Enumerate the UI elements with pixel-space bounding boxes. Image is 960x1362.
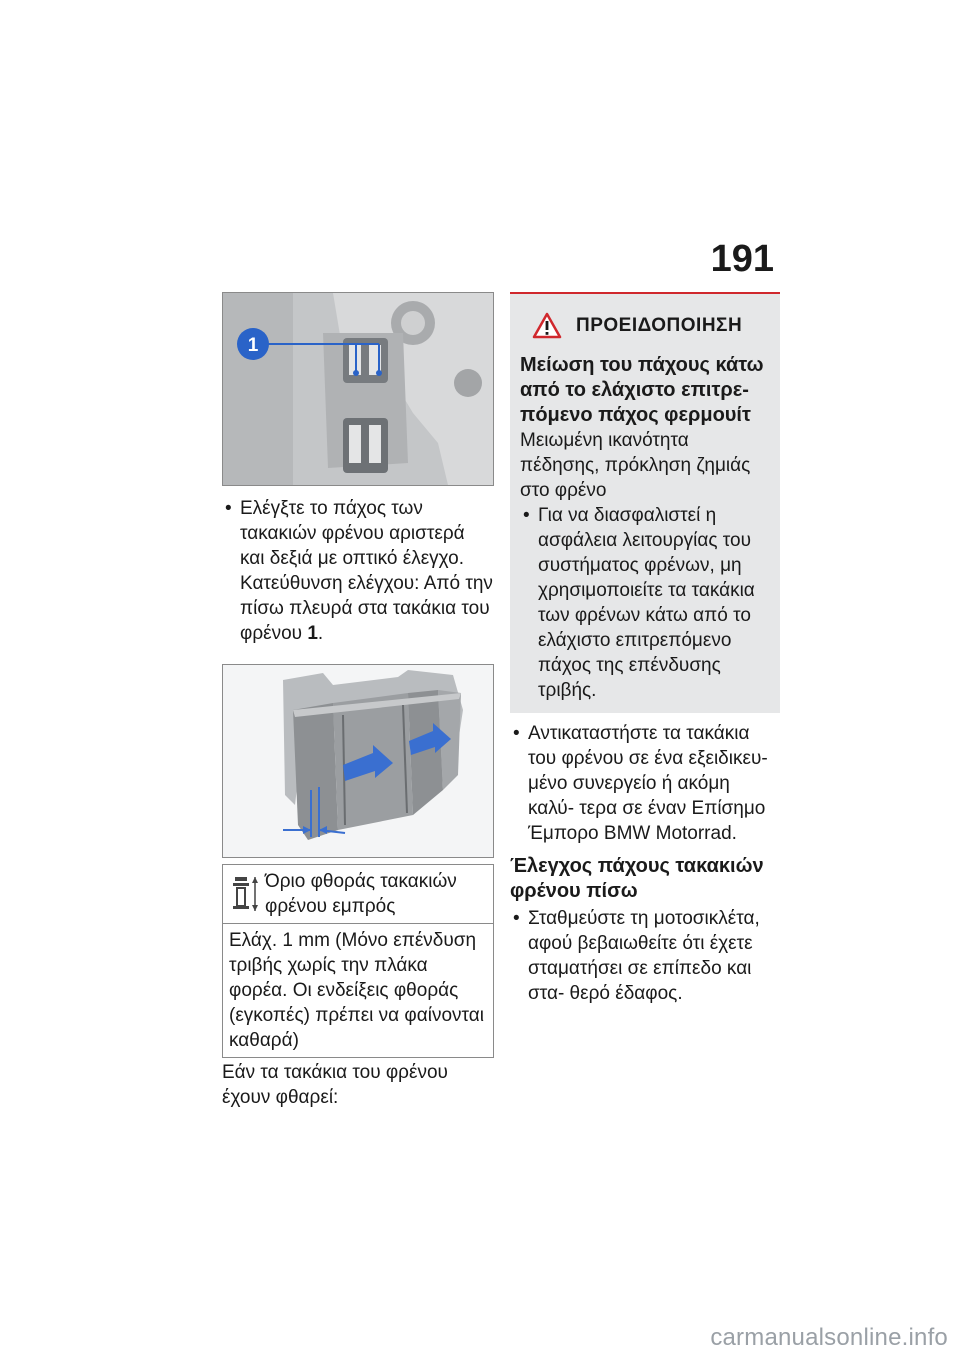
warning-title: ΠΡΟΕΙΔΟΠΟΙΗΣΗ: [576, 314, 743, 336]
warning-heading: Μείωση του πάχους κάτω από το ελάχιστο επιτρε- πόμενο πάχος φερμουίτ: [520, 354, 764, 426]
callout-number: 1: [247, 335, 259, 356]
park-motorcycle-bullet: • Σταθμεύστε τη μοτοσικλέτα, αφού βεβαιωθείτε ότι έχετε σταματήσει σε επίπεδο και στα- θερό έδαφος.: [510, 906, 780, 1006]
brake-caliper-illustration: [223, 293, 493, 485]
warning-box: [510, 292, 780, 713]
right-column: [510, 292, 780, 1006]
warning-header: [532, 312, 770, 339]
page-number: 191: [710, 238, 774, 280]
check-thickness-bullet: [222, 496, 494, 646]
brake-caliper-photo: [222, 292, 494, 486]
bullet-text: Ελέγξτε το πάχος των τακακιών φρένου αριστερά και δεξιά με οπτικό έλεγχο. Κατεύθυνση ελέγχου: Από την πίσω πλευρά στα τακάκια του φρένου: [240, 498, 493, 644]
warning-bullet: • Για να διασφαλιστεί η ασφάλεια λειτουργίας του συστήματος φρένων, μη χρησιμοποιείτε τα τακάκια των φρένων κάτω από το ελάχιστο επιτρεπόμενο πάχος της επένδυσης τριβής.: [520, 503, 770, 703]
warning-text: Μειωμένη ικανότητα πέδησης, πρόκληση ζημιάς στο φρένο: [520, 430, 751, 501]
wear-limit-title: Όριο φθοράς τακακιών φρένου εμπρός: [265, 871, 457, 917]
rear-pads-section-heading: Έλεγχος πάχους τακακιών φρένου πίσω: [510, 855, 764, 902]
wear-limit-table-header: [223, 865, 493, 924]
wear-limit-value: Ελάχ. 1 mm (Μόνο επένδυση τριβής χωρίς την πλάκα φορέα. Οι ενδείξεις φθοράς (εγκοπές) πρέπει να φαίνονται καθαρά): [229, 930, 484, 1051]
left-column: [222, 292, 494, 1110]
caliper-gauge-icon: [223, 865, 265, 923]
bullet-period: .: [317, 623, 324, 644]
wear-limit-table: [222, 864, 494, 1058]
worn-pads-text: Εάν τα τακάκια του φρένου έχουν φθαρεί:: [222, 1062, 448, 1108]
bullet-ref-number: 1: [307, 623, 318, 644]
brake-pad-illustration: [222, 664, 494, 858]
replace-pads-bullet: • Αντικαταστήστε τα τακάκια του φρένου σε ένα εξειδικευ- μένο συνεργείο ή ακόμη καλύ- τερα σε έναν Επίσημο Έμπορο BMW Motorrad.: [510, 721, 780, 846]
warning-triangle-icon: [532, 312, 562, 339]
brake-pad-drawing: [223, 665, 493, 857]
watermark: carmanualsonline.info: [710, 1324, 948, 1351]
